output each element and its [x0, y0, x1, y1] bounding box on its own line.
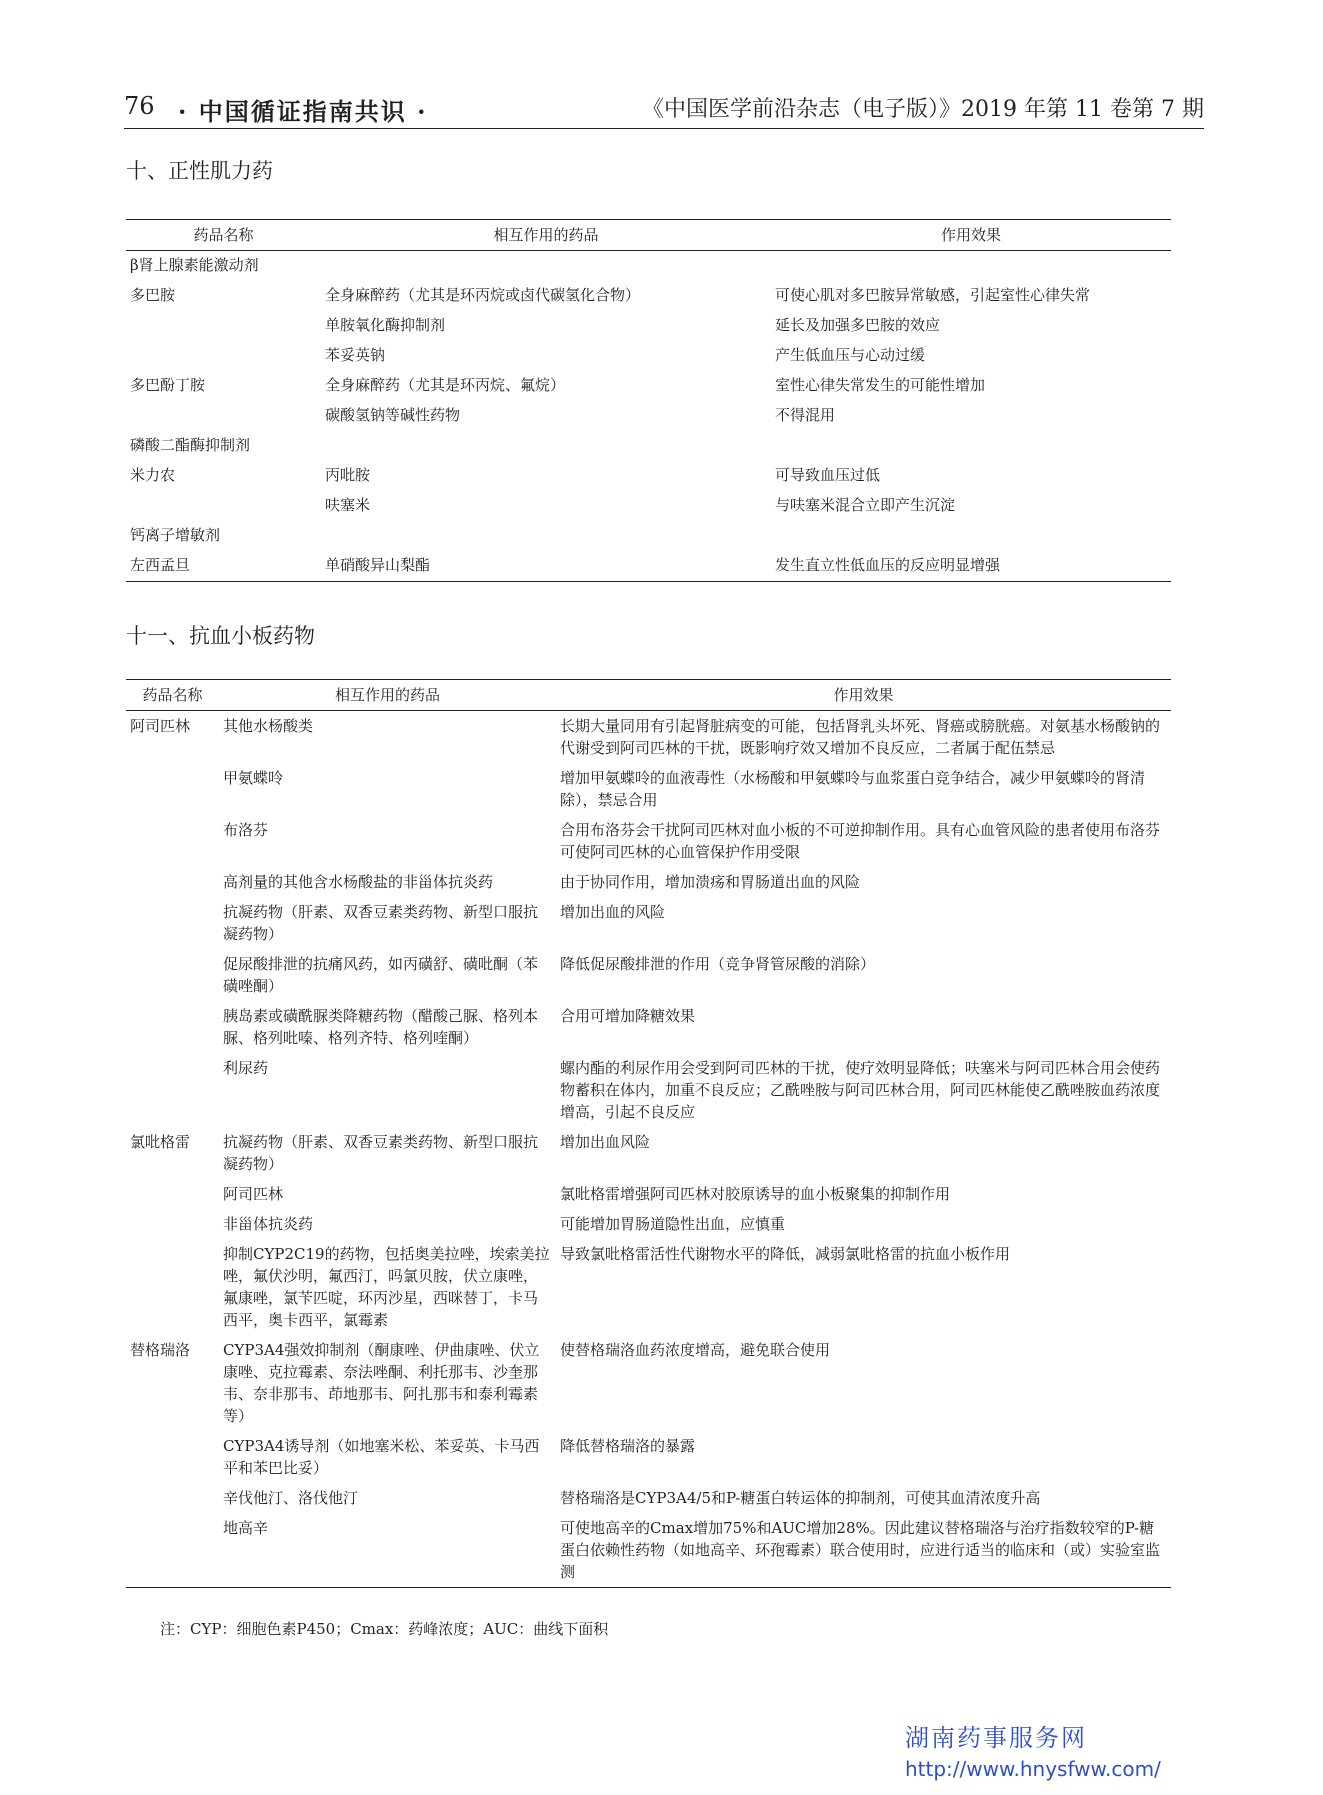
interacting-drug-cell: 全身麻醉药（尤其是环丙烷、氟烷） — [325, 376, 566, 394]
interacting-drug-cell: 甲氨蝶呤 — [223, 769, 284, 787]
table-row — [126, 281, 1171, 311]
column-header-drug: 药品名称 — [126, 220, 321, 251]
drug-cell — [126, 401, 321, 431]
interacting-drug-cell: 抑制CYP2C19的药物，包括奥美拉唑，埃索美拉唑，氟伏沙明，氟西汀，吗氯贝胺，伏立康唑，氟康唑，氯苄匹啶，环丙沙星，西咪替丁，卡马西平，奥卡西平，氯霉素 — [223, 1245, 550, 1329]
interacting-drug-cell: 丙吡胺 — [325, 466, 371, 484]
table-row — [126, 551, 1171, 582]
effect-cell: 替格瑞洛是CYP3A4/5和P-糖蛋白转运体的抑制剂，可使其血清浓度升高 — [560, 1489, 1041, 1507]
interacting-drug-cell: 单胺氧化酶抑制剂 — [325, 316, 446, 334]
interacting-drug-cell: 苯妥英钠 — [325, 346, 386, 364]
drug-cell: 左西孟旦 — [126, 551, 321, 582]
effect-cell: 延长及加强多巴胺的效应 — [775, 316, 941, 334]
interacting-drug-cell: 地高辛 — [219, 1513, 556, 1588]
watermark — [905, 1718, 1161, 1781]
effect-cell: 降低促尿酸排泄的作用（竞争肾管尿酸的消除） — [560, 955, 876, 973]
table-row — [126, 1127, 1171, 1179]
table-header-row — [126, 680, 1171, 711]
interacting-drug-cell: 呋塞米 — [325, 496, 371, 514]
interacting-drug-cell: 全身麻醉药（尤其是环丙烷或卤代碳氢化合物） — [325, 286, 641, 304]
table-row — [126, 1001, 1171, 1053]
effect-cell: 增加甲氨蝶呤的血液毒性（水杨酸和甲氨蝶呤与血浆蛋白竞争结合，减少甲氨蝶呤的肾清除），禁忌合用 — [560, 769, 1146, 809]
page-number: 76 — [124, 92, 155, 120]
interacting-drug-cell: 促尿酸排泄的抗痛风药，如丙磺舒、磺吡酮（苯磺唑酮） — [223, 955, 539, 995]
table-row — [126, 461, 1171, 491]
drug-cell — [126, 867, 219, 897]
drug-cell — [126, 1513, 219, 1588]
category-row — [126, 521, 1171, 551]
interacting-drug-cell: CYP3A4强效抑制剂（酮康唑、伊曲康唑、伏立康唑、克拉霉素、奈法唑酮、利托那韦、沙奎那韦、奈非那韦、茚地那韦、阿扎那韦和泰利霉素等） — [223, 1341, 540, 1425]
drug-cell — [126, 815, 219, 867]
table-row — [126, 867, 1171, 897]
table-row — [126, 491, 1171, 521]
interacting-drug-cell: 抗凝药物（肝素、双香豆素类药物、新型口服抗凝药物） — [223, 903, 539, 943]
drug-cell — [126, 1209, 219, 1239]
drug-cell — [126, 1053, 219, 1127]
table-row — [126, 711, 1171, 764]
interacting-drug-cell: 布洛芬 — [223, 821, 269, 839]
antiplatelet-table — [126, 679, 1171, 1588]
interacting-drug-cell: 阿司匹林 — [223, 1185, 284, 1203]
table-row — [126, 1513, 1171, 1588]
table-row — [126, 949, 1171, 1001]
column-header-interacting: 相互作用的药品 — [321, 220, 771, 251]
effect-cell: 长期大量同用有引起肾脏病变的可能，包括肾乳头坏死、肾癌或膀胱癌。对氨基水杨酸钠的代谢受到阿司匹林的干扰，既影响疗效又增加不良反应，二者属于配伍禁忌 — [560, 717, 1161, 757]
table-row — [126, 1431, 1171, 1483]
table-row — [126, 371, 1171, 401]
drug-cell: 阿司匹林 — [130, 717, 191, 735]
drug-cell: 多巴酚丁胺 — [130, 376, 206, 394]
table-row — [126, 401, 1171, 431]
table-row — [126, 897, 1171, 949]
drug-cell — [126, 341, 321, 371]
table-row — [126, 1209, 1171, 1239]
interacting-drug-cell: 抗凝药物（肝素、双香豆素类药物、新型口服抗凝药物） — [223, 1133, 539, 1173]
interacting-drug-cell: 胰岛素或磺酰脲类降糖药物（醋酸己脲、格列本脲、格列吡嗪、格列齐特、格列喹酮） — [223, 1007, 539, 1047]
drug-cell: 氯吡格雷 — [130, 1133, 191, 1151]
drug-cell — [126, 1001, 219, 1053]
table-row — [126, 1335, 1171, 1431]
drug-cell — [126, 311, 321, 341]
interacting-drug-cell: 高剂量的其他含水杨酸盐的非甾体抗炎药 — [223, 873, 494, 891]
interacting-drug-cell: 辛伐他汀、洛伐他汀 — [223, 1489, 359, 1507]
effect-cell: 产生低血压与心动过缓 — [775, 346, 926, 364]
effect-cell: 氯吡格雷增强阿司匹林对胶原诱导的血小板聚集的抑制作用 — [560, 1185, 951, 1203]
effect-cell: 可使地高辛的Cmax增加75%和AUC增加28%。因此建议替格瑞洛与治疗指数较窄的P-糖蛋白依赖性药物（如地高辛、环孢霉素）联合使用时，应进行适当的临床和（或）实验室监测 — [556, 1513, 1171, 1588]
drug-cell — [126, 1483, 219, 1513]
table-row — [126, 815, 1171, 867]
effect-cell: 增加出血风险 — [560, 1133, 651, 1151]
category-cell: 钙离子增敏剂 — [130, 526, 221, 544]
effect-cell: 发生直立性低血压的反应明显增强 — [771, 551, 1171, 582]
column-header-drug: 药品名称 — [126, 680, 219, 711]
category-cell: β肾上腺素能激动剂 — [130, 256, 259, 274]
table-footnote: 注：CYP：细胞色素P450；Cmax：药峰浓度；AUC：曲线下面积 — [160, 1620, 609, 1638]
category-cell: 磷酸二酯酶抑制剂 — [130, 436, 251, 454]
effect-cell: 可能增加胃肠道隐性出血，应慎重 — [560, 1215, 786, 1233]
drug-cell: 米力农 — [130, 466, 176, 484]
column-header-effect: 作用效果 — [771, 220, 1171, 251]
effect-cell: 由于协同作用，增加溃疡和胃肠道出血的风险 — [560, 873, 861, 891]
section-title-inotropes: 十、正性肌力药 — [126, 159, 273, 183]
category-row — [126, 431, 1171, 461]
page-header — [124, 88, 1204, 129]
drug-cell — [126, 949, 219, 1001]
effect-cell: 与呋塞米混合立即产生沉淀 — [775, 496, 956, 514]
drug-cell — [126, 1239, 219, 1335]
drug-cell — [126, 491, 321, 521]
category-row — [126, 251, 1171, 282]
column-header-effect: 作用效果 — [556, 680, 1171, 711]
interacting-drug-cell: 其他水杨酸类 — [223, 717, 314, 735]
drug-cell — [126, 897, 219, 949]
table-row — [126, 311, 1171, 341]
inotropes-table — [126, 219, 1171, 582]
interacting-drug-cell: 非甾体抗炎药 — [223, 1215, 314, 1233]
effect-cell: 降低替格瑞洛的暴露 — [560, 1437, 696, 1455]
effect-cell: 合用可增加降糖效果 — [560, 1007, 696, 1025]
table-row — [126, 1483, 1171, 1513]
effect-cell: 导致氯吡格雷活性代谢物水平的降低，减弱氯吡格雷的抗血小板作用 — [560, 1245, 1011, 1263]
table-row — [126, 1239, 1171, 1335]
effect-cell: 增加出血的风险 — [560, 903, 666, 921]
table-row — [126, 763, 1171, 815]
interacting-drug-cell: 利尿药 — [223, 1059, 269, 1077]
effect-cell: 可导致血压过低 — [775, 466, 881, 484]
effect-cell: 使替格瑞洛血药浓度增高，避免联合使用 — [560, 1341, 831, 1359]
drug-cell — [126, 1179, 219, 1209]
interacting-drug-cell: 单硝酸异山梨酯 — [321, 551, 771, 582]
drug-cell: 替格瑞洛 — [130, 1341, 191, 1359]
table-row — [126, 1179, 1171, 1209]
drug-cell — [126, 1431, 219, 1483]
table-row — [126, 1053, 1171, 1127]
effect-cell: 合用布洛芬会干扰阿司匹林对血小板的不可逆抑制作用。具有心血管风险的患者使用布洛芬可使阿司匹林的心血管保护作用受限 — [560, 821, 1161, 861]
interacting-drug-cell: CYP3A4诱导剂（如地塞米松、苯妥英、卡马西平和苯巴比妥） — [223, 1437, 540, 1477]
watermark-name: 湖南药事服务网 — [905, 1724, 1087, 1752]
effect-cell: 不得混用 — [775, 406, 836, 424]
drug-cell — [126, 763, 219, 815]
running-title: · 中国循证指南共识 · — [178, 97, 428, 126]
table-header-row — [126, 220, 1171, 251]
effect-cell: 螺内酯的利尿作用会受到阿司匹林的干扰，使疗效明显降低；呋塞米与阿司匹林合用会使药物蓄积在体内，加重不良反应；乙酰唑胺与阿司匹林合用，阿司匹林能使乙酰唑胺血药浓度增高，引起不良反应 — [560, 1059, 1161, 1121]
interacting-drug-cell: 碳酸氢钠等碱性药物 — [325, 406, 461, 424]
column-header-interacting: 相互作用的药品 — [219, 680, 556, 711]
effect-cell: 可使心肌对多巴胺异常敏感，引起室性心律失常 — [775, 286, 1091, 304]
drug-cell: 多巴胺 — [130, 286, 176, 304]
watermark-url: http://www.hnysfww.com/ — [905, 1757, 1161, 1781]
section-title-antiplatelet: 十一、抗血小板药物 — [126, 624, 315, 648]
table-row — [126, 341, 1171, 371]
effect-cell: 室性心律失常发生的可能性增加 — [775, 376, 986, 394]
journal-citation: 《中国医学前沿杂志（电子版）》2019 年第 11 卷第 7 期 — [642, 97, 1204, 122]
